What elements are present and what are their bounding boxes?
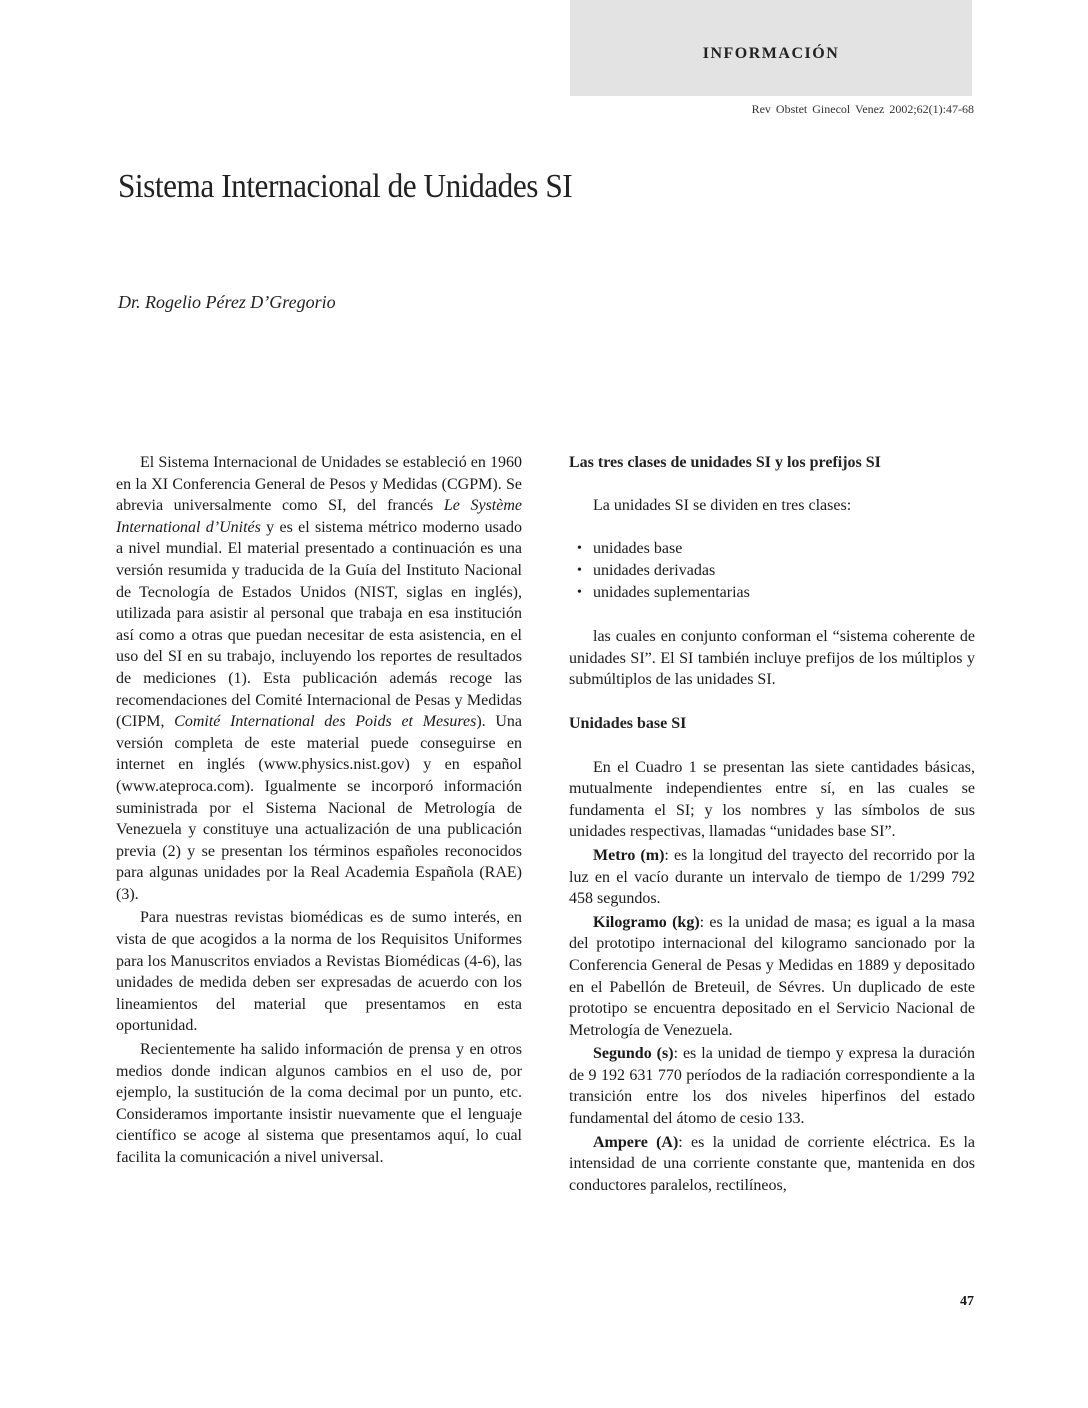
paragraph-intro — [116, 452, 522, 905]
paragraph-ampere — [569, 1132, 975, 1197]
left-column — [116, 452, 522, 1169]
paragraph-coherent-system: las cuales en conjunto conforman el “sistema coherente de unidades SI”. El SI también incluye prefijos de los múltiplos y submúltiplos de las unidades SI. — [569, 628, 975, 689]
definition-metro: : es la longitud del trayecto del recorrido por la luz en el vacío durante un intervalo de tiempo de 1/299 792 458 segundos. — [569, 846, 976, 908]
paragraph-intro-part-e: ). Una versión completa de este material puede conseguirse en internet en inglés (www.physics.nist.gov) y en español (www.ateproca.com). Igualmente se incorporó información suministrada por el Sistema Nacional de Metrología de Venezuela y constituye una actualización de una publicación previa (2) y se presentan los términos españoles reconocidos para algunas unidades por la Real Academia Española (RAE) (3). — [116, 713, 523, 903]
list-item: • unidades suplementarias — [577, 582, 975, 604]
section-label: INFORMACIÓN — [702, 45, 840, 62]
list-item: • unidades derivadas — [577, 560, 975, 582]
page-number: 47 — [960, 1294, 974, 1309]
unit-classes-list — [569, 538, 975, 604]
paragraph-intro-part-c: y es el sistema métrico moderno usado a nivel mundial. El material presentado a continuación es una versión resumida y traducida de la Guía del Instituto Nacional de Tecnología de Estados Unidos (NIST, siglas en inglés), utilizada para asistir al personal que trabaja en esa institución así como a otras que puedan necesitar de esta asistencia, en el uso del SI en su trabajo, incluyendo los reportes de resultados de mediciones (1). Esta publicación además recoge las recomendaciones del Comité Internacional de Pesas y Medidas (CIPM, — [116, 518, 522, 731]
article-author: Dr. Rogelio Pérez D’Gregorio — [118, 292, 336, 312]
heading-three-classes: Las tres clases de unidades SI y los prefijos SI — [569, 454, 881, 471]
paragraph-segundo — [569, 1043, 975, 1129]
term-ampere: Ampere (A) — [593, 1133, 679, 1151]
paragraph-intro-french-name: Le Système International d’Unités — [116, 497, 523, 536]
term-metro: Metro (m) — [593, 846, 665, 864]
article-title: Sistema Internacional de Unidades SI — [118, 168, 573, 205]
paragraph-cuadro: En el Cuadro 1 se presentan las siete cantidades básicas, mutualmente independientes entre sí, en las cuales se fundamenta el SI; y los nombres y las símbolos de sus unidades respectivas, llamadas “unidades base SI”. — [569, 758, 975, 841]
definition-segundo: : es la unidad de tiempo y expresa la duración de 9 192 631 770 períodos de la radiación correspondiente a la transición entre los dos niveles hiperfinos del estado fundamental del átomo de cesio 133. — [569, 1045, 975, 1128]
definition-ampere: : es la unidad de corriente eléctrica. Es la intensidad de una corriente constante que, mantenida en dos conductores paralelos, rectilíneos, — [569, 1133, 975, 1194]
paragraph-intro-cipm-name: Comité International des Poids et Mesures — [174, 713, 477, 731]
term-kilogramo: Kilogramo (kg) — [593, 913, 700, 931]
section-header-tab — [570, 0, 972, 96]
paragraph-intro-part-a: El Sistema Internacional de Unidades se estableció en 1960 en la XI Conferencia General de Pesos y Medidas (CGPM). Se abrevia universalmente como SI, del francés — [116, 454, 522, 515]
paragraph-kilogramo — [569, 912, 975, 1042]
term-segundo: Segundo (s) — [593, 1045, 674, 1063]
paragraph-classes-intro: La unidades SI se dividen en tres clases: — [593, 496, 852, 514]
journal-citation: Rev Obstet Ginecol Venez 2002;62(1):47-68 — [751, 102, 974, 116]
paragraph-press: Recientemente ha salido información de prensa y en otros medios donde indican algunos cambios en el uso de, por ejemplo, la sustitución de la coma decimal por un punto, etc. Consideramos importante insistir nuevamente que el lenguaje científico se acoge al sistema que presentamos aquí, lo cual facilita la comunicación a nivel universal. — [116, 1041, 522, 1166]
definition-kilogramo: : es la unidad de masa; es igual a la masa del prototipo internacional del kilogramo sancionado por la Conferencia General de Pesas y Medidas en 1889 y depositado en el Pabellón de Breteuil, de Sévres. Un duplicado de este prototipo se encuentra depositado en el Servicio Nacional de Metrología de Venezuela. — [569, 913, 975, 1039]
right-column — [569, 452, 975, 1196]
paragraph-metro — [569, 845, 975, 910]
list-item: • unidades base — [577, 538, 975, 560]
heading-base-units: Unidades base SI — [569, 714, 687, 732]
paragraph-biomedical: Para nuestras revistas biomédicas es de sumo interés, en vista de que acogidos a la norma de los Requisitos Uniformes para los Manuscritos enviados a Revistas Biomédicas (4-6), las unidades de medida deben ser expresadas de acuerdo con los lineamientos del material que presentamos en esta oportunidad. — [116, 909, 522, 1035]
